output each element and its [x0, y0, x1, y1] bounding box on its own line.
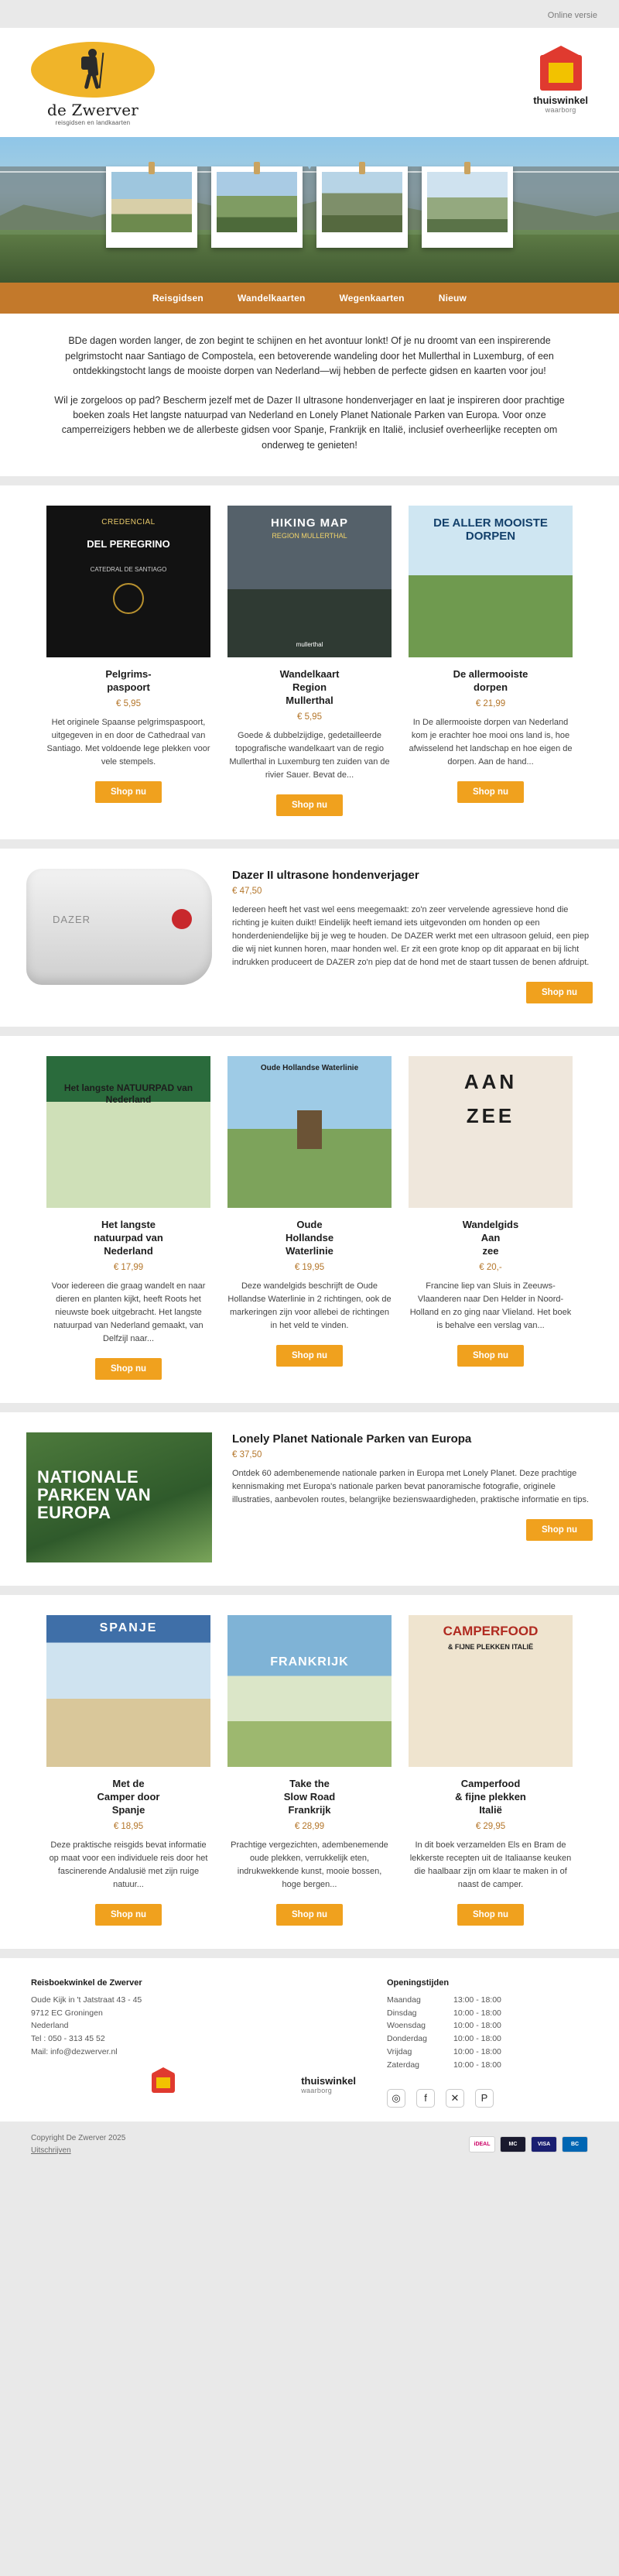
footer-email[interactable]: Mail: info@dezwerver.nl — [31, 2047, 118, 2057]
product-title-line: Slow Road — [283, 1790, 336, 1803]
email-footer — [0, 1958, 619, 2122]
pinterest-icon[interactable]: P — [475, 2089, 494, 2108]
cover-subtitle: ZEE — [466, 1104, 515, 1128]
product-title-line: Wandelgids — [462, 1219, 519, 1231]
product-title-line: Camper door — [97, 1790, 160, 1803]
footer-hours-heading: Openingstijden — [387, 1977, 450, 1988]
shop-button[interactable]: Shop nu — [95, 1358, 162, 1380]
hero-photo-strip — [0, 166, 619, 248]
windmill-icon — [297, 1110, 322, 1149]
shop-button[interactable]: Shop nu — [457, 1904, 524, 1926]
hours-time: 13:00 - 18:00 — [453, 1995, 501, 2005]
cover-subtitle: & FIJNE PLEKKEN ITALIË — [447, 1643, 534, 1652]
product-cover-camperfood-italie[interactable] — [409, 1615, 573, 1767]
address-line: 9712 EC Groningen — [31, 2008, 103, 2018]
product-row-1 — [0, 485, 619, 839]
product-cover-camper-spanje[interactable] — [46, 1615, 210, 1767]
product-card[interactable] — [46, 1056, 210, 1380]
cover-subtitle: CATEDRAL DE SANTIAGO — [90, 566, 167, 574]
cover-subtitle: REGION MULLERTHAL — [272, 532, 347, 540]
hiker-icon — [75, 48, 111, 91]
product-card[interactable] — [227, 506, 392, 816]
clothespin-icon — [254, 162, 260, 174]
brand-tagline: reisgidsen en landkaarten — [55, 119, 131, 126]
shop-button[interactable]: Shop nu — [276, 1904, 343, 1926]
thuiswinkel-logo[interactable] — [533, 55, 588, 114]
product-title-line: Oude — [296, 1219, 323, 1231]
product-title — [46, 668, 210, 695]
hours-day: Donderdag — [387, 2034, 427, 2044]
instagram-icon[interactable]: ◎ — [387, 2089, 405, 2108]
product-row-2 — [0, 1036, 619, 1403]
shop-button[interactable]: Shop nu — [526, 1519, 593, 1541]
product-description: Goede & dubbelzijdige, gedetailleerde topografische wandelkaart van de regio Mullerthal in Luxemburg ten zuiden van de rivier Sauer. Bevat de... — [229, 730, 390, 780]
nav-item-nieuw[interactable]: Nieuw — [438, 293, 467, 304]
cover-kicker: CREDENCIAL — [101, 518, 156, 527]
x-twitter-icon[interactable]: ✕ — [446, 2089, 464, 2108]
hours-time: 10:00 - 18:00 — [453, 2034, 501, 2044]
hero-photo — [106, 166, 197, 248]
shop-button[interactable]: Shop nu — [95, 1904, 162, 1926]
thuiswinkel-mark-icon — [152, 2073, 175, 2093]
product-row-3 — [0, 1595, 619, 1949]
hours-time: 10:00 - 18:00 — [453, 2047, 501, 2057]
hours-row — [387, 2007, 588, 2020]
product-cover-waterlinie[interactable] — [227, 1056, 392, 1208]
feature-title: Dazer II ultrasone hondenverjager — [232, 868, 419, 882]
product-title — [46, 1219, 210, 1258]
product-title-line: Italië — [479, 1803, 502, 1816]
clothespin-icon — [149, 162, 155, 174]
product-cover-aan-zee[interactable] — [409, 1056, 573, 1208]
online-version-link[interactable]: Online versie — [547, 11, 597, 20]
product-card[interactable] — [46, 506, 210, 816]
cover-title: FRANKRIJK — [270, 1655, 349, 1669]
nav-item-wegenkaarten[interactable]: Wegenkaarten — [339, 293, 405, 304]
product-price: € 20,- — [479, 1262, 502, 1272]
main-nav — [0, 283, 619, 314]
social-links — [387, 2089, 588, 2108]
hero-photo — [422, 166, 513, 248]
copyright-text: Copyright De Zwerver 2025 — [31, 2133, 126, 2142]
product-title-line: paspoort — [107, 681, 150, 693]
seal-icon — [113, 583, 144, 614]
product-title-line: Het langste — [101, 1219, 156, 1231]
thuiswinkel-sub: waarborg — [545, 105, 576, 114]
intro-paragraph-1: BDe dagen worden langer, de zon begint te schijnen en het avontuur lonkt! Of je nu droomt van een inspirerende pelgrimstocht naar Santiago de Compostela, een betoverende wandeling door het Mullerthal in Luxemburg, of een ontdekkingstocht langs de mooiste dorpen van Nederland—wij hebben de perfecte gidsen en kaarten voor jou! — [65, 335, 554, 377]
product-title-line: Spanje — [111, 1803, 145, 1816]
product-title-line: Hollandse — [285, 1232, 334, 1243]
cover-title: NATIONALE PARKEN VAN EUROPA — [37, 1467, 152, 1523]
product-description: Francine liep van Sluis in Zeeuws-Vlaanderen naar Den Helder in Noord-Holland en zo ging naar Vlieland. Het boek is behalve een verslag van... — [409, 1281, 572, 1330]
dazer-button-icon — [172, 909, 192, 929]
footer-address — [31, 1994, 356, 2059]
product-description: Prachtige vergezichten, adembenemende oude plekken, verrukkelijk eten, indrukwekkende kunst, mooie bossen, hoge bergen... — [231, 1840, 388, 1889]
product-title-line: dorpen — [473, 681, 508, 693]
product-title-line: Wandelkaart — [279, 668, 340, 681]
nav-item-wandelkaarten[interactable]: Wandelkaarten — [237, 293, 306, 304]
cover-title: AAN — [463, 1070, 518, 1094]
shop-button[interactable]: Shop nu — [276, 794, 343, 816]
address-line: Oude Kijk in 't Jatstraat 43 - 45 — [31, 1995, 142, 2005]
product-title-line: natuurpad van — [94, 1232, 163, 1243]
product-cover-wandelkaart-mullerthal[interactable] — [227, 506, 392, 657]
product-title-line: Take the — [289, 1778, 330, 1790]
product-description: In dit boek verzamelden Els en Bram de lekkerste recepten uit de Italiaanse keuken die haalbaar zijn om klaar te maken in of naast de camper. — [409, 1840, 572, 1889]
hours-time: 10:00 - 18:00 — [453, 2008, 501, 2018]
hero-photo — [316, 166, 408, 248]
shop-button[interactable]: Shop nu — [95, 781, 162, 803]
hours-row — [387, 2019, 588, 2032]
unsubscribe-link[interactable]: Uitschrijven — [31, 2146, 71, 2155]
product-card[interactable] — [227, 1056, 392, 1380]
product-title — [409, 1778, 573, 1817]
product-price: € 5,95 — [116, 698, 141, 708]
product-title-line: Pelgrims- — [105, 668, 152, 681]
product-title — [227, 668, 392, 708]
dazer-device-label: DAZER — [53, 913, 91, 925]
copyright-bar — [0, 2122, 619, 2177]
product-cover-allermooiste-dorpen[interactable] — [409, 506, 573, 657]
payment-methods — [469, 2136, 588, 2152]
product-card[interactable] — [46, 1615, 210, 1926]
shop-button[interactable]: Shop nu — [457, 1345, 524, 1367]
feature-description: Ontdek 60 adembenemende nationale parken in Europa met Lonely Planet. Deze prachtige kennismaking met Europa's nationale parken bevat panoramische fotografie, originele illustraties, aanbevolen routes, belangrijke bezienswaardigheden, praktische informatie en tips. — [232, 1469, 590, 1505]
preheader — [0, 0, 619, 28]
product-price: € 17,99 — [113, 1262, 144, 1272]
brand-name: de Zwerver — [46, 101, 139, 119]
hours-row — [387, 2032, 588, 2046]
product-title — [46, 1778, 210, 1817]
product-title-line: Met de — [112, 1778, 145, 1790]
hours-time: 10:00 - 18:00 — [453, 2021, 501, 2031]
email-header — [0, 28, 619, 137]
hours-day: Woensdag — [387, 2021, 426, 2031]
product-price: € 19,95 — [294, 1262, 325, 1272]
product-title-line: Mullerthal — [286, 694, 333, 706]
product-title — [227, 1778, 392, 1817]
product-title-line: & fijne plekken — [455, 1790, 526, 1803]
product-card[interactable] — [227, 1615, 392, 1926]
product-title-line: De allermooiste — [453, 668, 528, 681]
hours-day: Vrijdag — [387, 2047, 412, 2057]
feature-price: € 37,50 — [232, 1450, 262, 1460]
intro-paragraph-2: Wil je zorgeloos op pad? Bescherm jezelf met de Dazer II ultrasone hondenverjager en laat je inspireren door prachtige boeken zoals Het langste natuurpad van Nederland en Lonely Planet Nationale Parken van Europa. Voor onze camperreizigers hebben we de allerbeste gidsen voor Spanje, Frankrijk en Italië, inclusief overheerlijke recepten om onderweg te genieten! — [54, 394, 565, 451]
product-cover-natuurpad[interactable] — [46, 1056, 210, 1208]
cover-title: Oude Hollandse Waterlinie — [260, 1064, 359, 1073]
product-description: Het originele Spaanse pelgrimspaspoort, uitgegeven in en door de Cathedraal van Santiago. Met voldoende lege plekken voor vele stempels. — [46, 717, 210, 767]
product-card[interactable] — [409, 506, 573, 816]
dazer-image[interactable] — [26, 869, 212, 985]
product-title-line: Waterlinie — [286, 1244, 333, 1257]
feature-price: € 47,50 — [232, 886, 262, 896]
feature-dazer — [0, 849, 619, 1027]
product-title-line: Region — [292, 681, 327, 693]
product-title-line: zee — [482, 1244, 499, 1257]
feature-lonely-planet — [0, 1412, 619, 1586]
clothespin-icon — [359, 162, 365, 174]
cover-title: SPANJE — [99, 1621, 158, 1635]
thuiswinkel-sub: waarborg — [301, 2086, 333, 2094]
thuiswinkel-name: thuiswinkel — [533, 94, 588, 106]
hours-day: Zaterdag — [387, 2060, 420, 2070]
lonely-planet-image[interactable] — [26, 1432, 212, 1562]
lonely-planet-cover — [26, 1432, 212, 1562]
product-title-line: Camperfood — [460, 1778, 521, 1790]
cover-title: Het langste NATUURPAD van Nederland — [63, 1082, 193, 1105]
product-price: € 21,99 — [475, 698, 506, 708]
dazer-device-illustration — [26, 869, 212, 985]
thuiswinkel-name: thuiswinkel — [301, 2074, 356, 2087]
thuiswinkel-mark-icon — [540, 55, 582, 91]
visa-icon: VISA — [531, 2136, 557, 2152]
product-price: € 18,95 — [113, 1821, 144, 1831]
address-line: Nederland — [31, 2021, 69, 2031]
hours-row — [387, 1994, 588, 2007]
shop-button[interactable]: Shop nu — [276, 1345, 343, 1367]
product-cover-slow-road-frankrijk[interactable] — [227, 1615, 392, 1767]
nav-item-reisgidsen[interactable]: Reisgidsen — [152, 293, 203, 304]
mastercard-icon: MC — [500, 2136, 526, 2152]
shop-button[interactable]: Shop nu — [526, 982, 593, 1003]
product-title — [409, 1219, 573, 1258]
facebook-icon[interactable]: f — [416, 2089, 435, 2108]
product-title — [227, 1219, 392, 1258]
cover-logo-text: mullerthal — [296, 641, 323, 649]
ideal-icon: iDEAL — [469, 2136, 495, 2152]
product-price: € 29,95 — [475, 1821, 506, 1831]
product-card[interactable] — [409, 1615, 573, 1926]
hours-day: Maandag — [387, 1995, 421, 2005]
shop-button[interactable]: Shop nu — [457, 781, 524, 803]
product-price: € 28,99 — [294, 1821, 325, 1831]
zwerver-logo[interactable] — [31, 42, 155, 126]
cover-title: DE ALLER MOOISTE DORPEN — [433, 516, 548, 544]
product-cover-pelgrimspaspoort[interactable] — [46, 506, 210, 657]
footer-shop-heading: Reisboekwinkel de Zwerver — [31, 1977, 142, 1988]
product-title-line: Nederland — [104, 1244, 153, 1257]
product-description: Deze praktische reisgids bevat informatie op maat voor een individuele reis door het fascinerende Andalusië met zijn ruige natuur... — [49, 1840, 208, 1889]
product-title — [409, 668, 573, 695]
hero-photo — [211, 166, 303, 248]
hours-row — [387, 2059, 588, 2072]
product-description: Voor iedereen die graag wandelt en naar dieren en planten kijkt, heeft Roots het nieuwste boek uitgebracht. Het langste natuurpad van Nederland gemaakt, van Delfzijl naar... — [51, 1281, 206, 1343]
feature-description: Iedereen heeft het vast wel eens meegemaakt: zo'n zeer vervelende agressieve hond die richting je kuiten duikt! Eindelijk heeft iemand iets uitgevonden om honden op een honderdeniendelijke bij je weg te houden. De DAZER werkt met een ultrasoon geluid, een piep die wij niet kunnen horen, maar honden wel. Er zit een grote knop op dit apparaat en bij licht indrukken produceert de DAZER zo'n piep dat de hond met de staart tussen de benen afdruipt. — [232, 904, 590, 968]
bancontact-icon: BC — [562, 2136, 588, 2152]
product-card[interactable] — [409, 1056, 573, 1380]
clothespin-icon — [464, 162, 470, 174]
footer-phone: Tel : 050 - 313 45 52 — [31, 2034, 105, 2044]
feature-title: Lonely Planet Nationale Parken van Europa — [232, 1432, 472, 1446]
product-title-line: Aan — [480, 1232, 501, 1243]
cover-title: CAMPERFOOD — [443, 1624, 539, 1639]
product-title-line: Frankrijk — [288, 1803, 331, 1816]
hours-day: Dinsdag — [387, 2008, 417, 2018]
cover-title: DEL PEREGRINO — [87, 538, 170, 551]
hours-time: 10:00 - 18:00 — [453, 2060, 501, 2070]
product-price: € 5,95 — [297, 712, 322, 722]
hours-row — [387, 2046, 588, 2059]
product-description: Deze wandelgids beschrijft de Oude Hollandse Waterlinie in 2 richtingen, ook de markeringen zijn voor allebei de richtingen in het veld te vinden. — [227, 1281, 392, 1330]
footer-thuiswinkel-logo[interactable] — [31, 2073, 356, 2097]
product-description: In De allermooiste dorpen van Nederland kom je erachter hoe mooi ons land is, hoe afwisselend het landschap en hoe eigen de dorpen. Aan de hand... — [409, 717, 573, 767]
hero-banner — [0, 137, 619, 283]
intro-section — [0, 314, 619, 476]
cover-title: HIKING MAP — [271, 516, 348, 530]
logo-oval-badge — [31, 42, 155, 98]
